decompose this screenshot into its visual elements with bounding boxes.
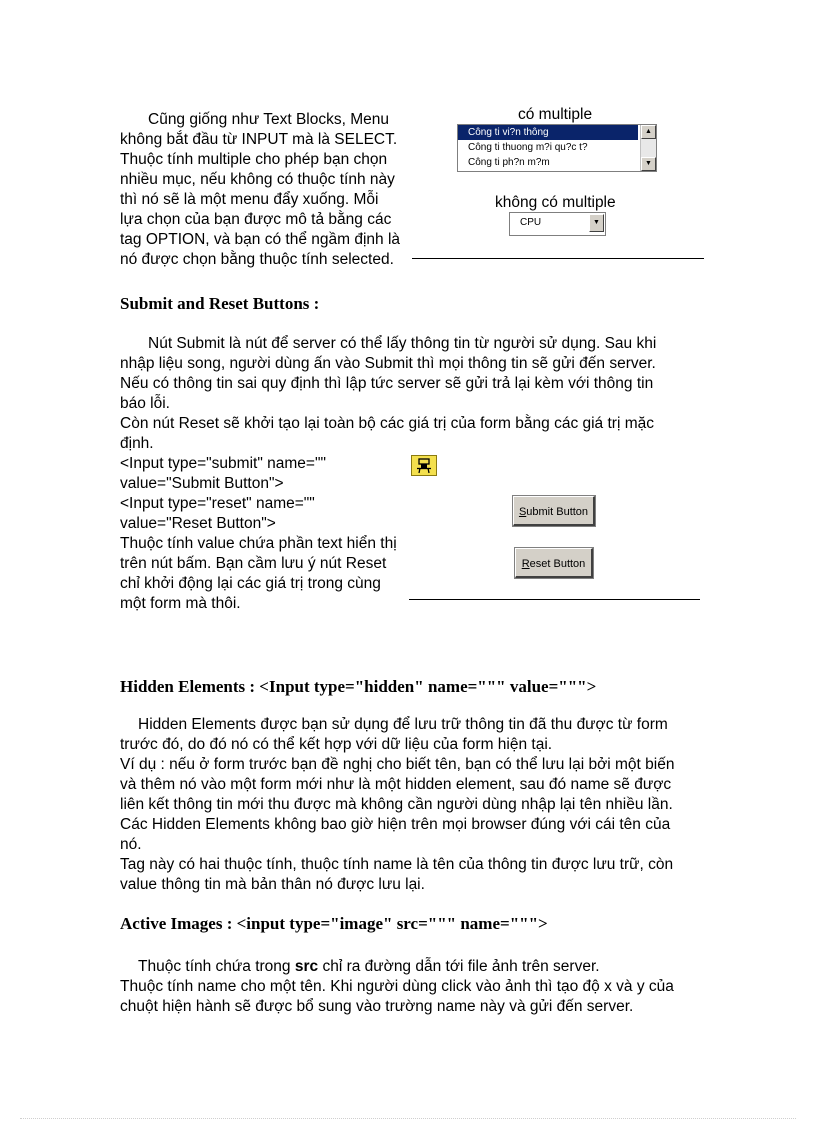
- page-bottom-border: [20, 1118, 796, 1119]
- text-line: tag OPTION, và bạn có thể ngầm định là: [120, 231, 401, 248]
- divider: [409, 599, 700, 600]
- text-line: [120, 957, 700, 977]
- multiple-caption: có multiple: [518, 106, 593, 123]
- listbox-option[interactable]: Công ti ph?n m?m: [468, 157, 550, 168]
- submit-paragraph: [120, 334, 690, 454]
- form-icon: [411, 455, 437, 476]
- scroll-down-icon[interactable]: ▼: [641, 157, 656, 171]
- listbox-scrollbar[interactable]: [640, 125, 656, 171]
- text-line: chuột hiện hành sẽ được bổ sung vào trường name này và gửi đến server.: [120, 998, 634, 1015]
- hidden-paragraph: [120, 715, 700, 895]
- text-line: Nếu có thông tin sai quy định thì lập tức server sẽ gửi trả lại kèm với thông tin: [120, 375, 654, 392]
- scroll-up-icon[interactable]: ▲: [641, 125, 656, 139]
- text-line: Thuộc tính name cho một tên. Khi người dùng click vào ảnh thì tạo độ x và y của: [120, 978, 674, 995]
- text-line: nó.: [120, 836, 142, 853]
- multiple-select-listbox[interactable]: [457, 124, 657, 172]
- text-line: nhập liệu song, người dùng ấn vào Submit thì mọi thông tin sẽ gửi đến server.: [120, 355, 656, 372]
- text-line: Còn nút Reset sẽ khởi tạo lại toàn bộ các giá trị của form bằng các giá trị mặc: [120, 415, 654, 432]
- text-run: Thuộc tính chứa trong: [138, 958, 295, 975]
- reset-button[interactable]: [515, 548, 593, 578]
- section-heading-hidden: Hidden Elements : <Input type="hidden" name=""" value=""">: [120, 677, 597, 696]
- text-line: value thông tin mà bản thân nó được lưu lại.: [120, 876, 425, 893]
- listbox-option[interactable]: Công ti vi?n thông: [458, 125, 638, 140]
- text-line: một form mà thôi.: [120, 595, 241, 612]
- divider: [412, 258, 704, 259]
- text-line: thì nó sẽ là một menu đẩy xuống. Mỗi: [120, 191, 379, 208]
- chevron-down-icon[interactable]: ▼: [589, 214, 604, 232]
- dropdown-select[interactable]: [509, 212, 606, 236]
- text-line: Thuộc tính value chứa phần text hiển thị: [120, 535, 397, 552]
- text-line: Các Hidden Elements không bao giờ hiện trên mọi browser đúng với cái tên của: [120, 816, 671, 833]
- text-line: Ví dụ : nếu ở form trước bạn đề nghị cho biết tên, bạn có thể lưu lại bởi một biến: [120, 756, 675, 773]
- text-line: lựa chọn của bạn được mô tả bằng các: [120, 211, 392, 228]
- submit-button[interactable]: [513, 496, 595, 526]
- text-run: chỉ ra đường dẫn tới file ảnh trên server.: [318, 958, 600, 975]
- text-line: báo lỗi.: [120, 395, 170, 412]
- section-heading-active-images: Active Images : <input type="image" src=""" name=""">: [120, 914, 548, 933]
- active-images-paragraph: [120, 957, 700, 1017]
- text-line: Thuộc tính multiple cho phép bạn chọn: [120, 151, 388, 168]
- dropdown-value: CPU: [520, 217, 542, 228]
- reset-label: eset Button: [529, 558, 586, 570]
- no-multiple-caption: không có multiple: [495, 194, 616, 211]
- text-line: liên kết thông tin mới thu được mà không cần người dùng nhập lại tên nhiều lần.: [120, 796, 673, 813]
- text-line: trên nút bấm. Bạn cầm lưu ý nút Reset: [120, 555, 387, 572]
- text-line: Cũng giống như Text Blocks, Menu: [148, 111, 390, 128]
- text-line: Hidden Elements được bạn sử dụng để lưu trữ thông tin đã thu được từ form: [138, 716, 668, 733]
- text-line: chỉ khởi động lại các giá trị trong cùng: [120, 575, 381, 592]
- code-line: <Input type="reset" name="": [120, 495, 315, 512]
- code-line: value="Submit Button">: [120, 475, 284, 492]
- text-line: định.: [120, 435, 154, 452]
- src-keyword: src: [294, 958, 319, 975]
- code-line: <Input type="submit" name="": [120, 455, 326, 472]
- listbox-option[interactable]: Công ti thuong m?i qu?c t?: [468, 142, 588, 153]
- text-line: và thêm nó vào một form mới như là một hidden element, sau đó name sẽ được: [120, 776, 672, 793]
- submit-code-block: [120, 454, 420, 614]
- submit-accel: S: [518, 506, 527, 518]
- text-line: Nút Submit là nút để server có thể lấy thông tin từ người sử dụng. Sau khi: [148, 335, 657, 352]
- robot-icon: [412, 456, 436, 475]
- text-line: nhiều mục, nếu không có thuộc tính này: [120, 171, 395, 188]
- reset-accel: R: [521, 558, 530, 570]
- code-line: value="Reset Button">: [120, 515, 276, 532]
- submit-label: ubmit Button: [526, 506, 589, 518]
- text-line: Tag này có hai thuộc tính, thuộc tính name là tên của thông tin được lưu trữ, còn: [120, 856, 674, 873]
- text-line: trước đó, do đó nó có thể kết hợp với dữ liệu của form hiện tại.: [120, 736, 553, 753]
- text-line: không bắt đầu từ INPUT mà là SELECT.: [120, 131, 398, 148]
- select-paragraph: [120, 110, 420, 270]
- text-line: nó được chọn bằng thuộc tính selected.: [120, 251, 394, 268]
- section-heading-submit-reset: Submit and Reset Buttons :: [120, 294, 320, 313]
